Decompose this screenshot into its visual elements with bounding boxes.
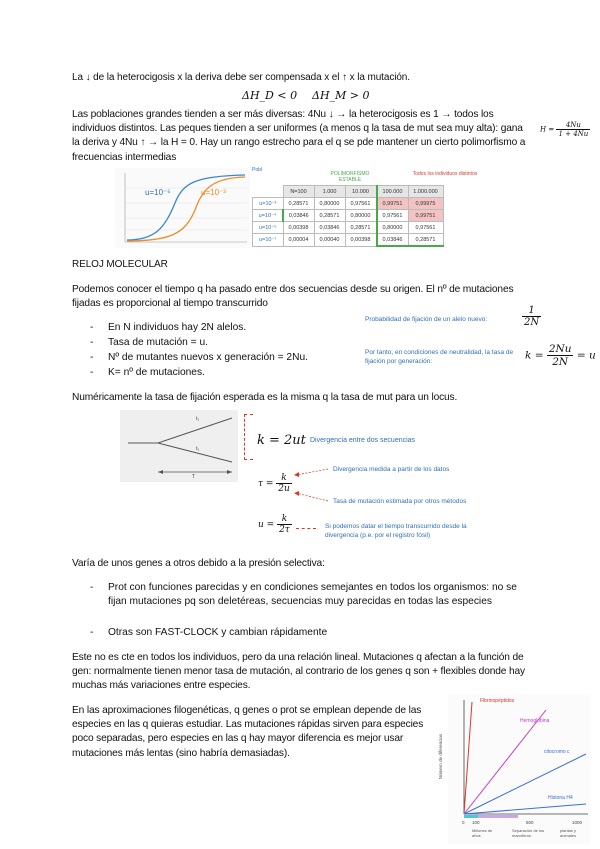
table-cell: 0,28571 bbox=[345, 222, 377, 234]
table-header-row bbox=[253, 186, 444, 198]
label-fibrinopeptides: Fibrinopéptidos bbox=[480, 698, 515, 704]
table-cell: 0,03846 bbox=[283, 210, 314, 222]
label-cytochrome: citocromo c bbox=[544, 749, 570, 755]
y-axis-label: Número de diferencias bbox=[438, 733, 444, 780]
eq-u bbox=[258, 514, 292, 535]
line-hemoglobin bbox=[464, 710, 546, 814]
table-cell: 0,03846 bbox=[377, 234, 409, 247]
x-tick: 0 bbox=[462, 820, 465, 825]
table-cell: 0,03846 bbox=[314, 222, 345, 234]
reloj-heading: RELOJ MOLECULAR bbox=[72, 259, 168, 270]
table-cell: 0,80000 bbox=[345, 210, 377, 222]
intro-line: La ↓ de la heterocigosis x la deriva debe ser compensada x el ↑ x la mutación. bbox=[72, 72, 410, 83]
k-lhs: k = bbox=[525, 349, 544, 362]
eq-k-note: Divergencia entre dos secuencias bbox=[310, 437, 416, 444]
table-cell: 0,00398 bbox=[345, 234, 377, 247]
table-cell: 0,00040 bbox=[314, 234, 345, 247]
list-item-text: Otras son FAST-CLOCK y cambian rápidamente bbox=[108, 627, 328, 638]
table-cell: 0,97561 bbox=[377, 210, 409, 222]
note-time: Si podemos datar el tiempo transcurrido desde la divergencia (p.e. por el registro fósil) bbox=[325, 523, 467, 539]
table-cell: 0,99751 bbox=[408, 210, 443, 222]
k-num: 2Nu bbox=[548, 343, 572, 355]
heterozygosity-curve-plot bbox=[115, 168, 250, 248]
eq-u-num: k bbox=[277, 514, 292, 525]
population-paragraph: Las poblaciones grandes tienden a ser más diversas: 4Nu ↓ → la heterocigosis es 1 → todos los individuos distintos. Las peques tienden a ser uniformes (a menos q la tasa de mut sea muy alta): gana la deriva y 4Nu ↑ → la H = 0. Hay un rango estrecho para el q se pde mantener un cierto polimorfismo a frecuencias intermedias bbox=[72, 109, 526, 163]
red-bracket bbox=[244, 414, 253, 460]
varia-para1: Este no es cte en todos los individuos, pero da una relación lineal. Mutaciones q afectan a la función de gen: normalmente tienen menor tasa de mutación, al contrario de los genes q son + flexibles donde hay muchas más variaciones entre especies. bbox=[72, 652, 525, 692]
clock-rate-figure bbox=[438, 694, 590, 844]
note-prob: Probabilidad de fijación de un alelo nuevo: bbox=[365, 316, 488, 323]
table-cell: 0,99751 bbox=[377, 198, 409, 210]
x-label: plantas y animales bbox=[560, 828, 577, 838]
todos-label: Todos los individuos distintos bbox=[412, 171, 478, 177]
line-fibrinopeptides bbox=[464, 702, 472, 814]
list-item-text: Prot con funciones parecidas y en condiciones semejantes en todos los organismos: no se fijan mutaciones pq son deletéreas, secuencias muy parecidas en todas las especies bbox=[108, 582, 517, 607]
eq-delta-hd: ΔH_D < 0 bbox=[242, 89, 298, 102]
table-cell: 0,97561 bbox=[408, 222, 443, 234]
col-header: 10.000 bbox=[345, 186, 377, 198]
list-item-text: Nº de mutantes nuevos x generación = 2Nu. bbox=[108, 352, 308, 363]
row-label: u=10⁻⁷ bbox=[253, 234, 284, 247]
varia-para2: En las aproximaciones filogenéticas, q genes o prot se emplean depende de las especies en las q quieras estudiar. Las mutaciones rápidas sirven para especies poco separadas, pero especies en las q hay mayor diferencia es mejor usar mutaciones más lentas (sino habría demasiadas). bbox=[72, 705, 424, 759]
list-item-text: En N individuos hay 2N alelos. bbox=[108, 322, 247, 333]
table-cell: 0,80000 bbox=[314, 198, 345, 210]
note-rate: Tasa de mutación estimada por otros métodos bbox=[333, 498, 467, 505]
eq-u-den: 2τ bbox=[279, 525, 290, 535]
col-header: N=100 bbox=[283, 186, 314, 198]
red-dash bbox=[296, 528, 316, 529]
col-header: 100.000 bbox=[377, 186, 409, 198]
x-label: Millones de años bbox=[472, 828, 493, 838]
row-label: u=10⁻⁵ bbox=[253, 222, 284, 234]
prob-den: 2N bbox=[524, 317, 540, 328]
label-histone: Histona H4 bbox=[548, 795, 573, 801]
eq-tau bbox=[258, 473, 292, 494]
list-item-text: K= nº de mutaciones. bbox=[108, 367, 205, 378]
table-cell: 0,99975 bbox=[408, 198, 443, 210]
branch-bottom-label: t₂ bbox=[196, 446, 200, 452]
eq-u-lhs: u = bbox=[258, 520, 275, 530]
side-formula-den: 1 + 4Nu bbox=[558, 130, 589, 138]
eq-tau-den: 2u bbox=[278, 484, 290, 494]
table-cell: 0,00004 bbox=[283, 234, 314, 247]
row-label: u=10⁻⁴ bbox=[253, 210, 284, 222]
branch-top-label: t₁ bbox=[196, 416, 200, 422]
divergence-diagram bbox=[120, 410, 238, 482]
x-tick: 100 bbox=[472, 820, 480, 825]
x-tick: 1000 bbox=[572, 820, 583, 825]
k-den: 2N bbox=[552, 356, 569, 368]
heterozygosity-table bbox=[252, 185, 444, 247]
table-head-note: Pobl bbox=[252, 167, 263, 173]
table-cell: 0,28571 bbox=[314, 210, 345, 222]
col-header: 1.000 bbox=[314, 186, 345, 198]
note-neutral: Por tanto, en condiciones de neutralidad, la tasa de fijación por generación: bbox=[365, 349, 514, 365]
side-formula-num: 4Nu bbox=[556, 121, 590, 130]
prob-num: 1 bbox=[522, 305, 541, 317]
k-rhs: = u bbox=[576, 349, 596, 362]
red-arrows bbox=[290, 463, 330, 508]
table-row bbox=[253, 198, 444, 210]
k-equation bbox=[525, 343, 596, 368]
table-row bbox=[253, 222, 444, 234]
time-label: T bbox=[192, 474, 196, 480]
eq-k-2ut: k = 2ut bbox=[257, 433, 306, 448]
varia-intro: Varía de unos genes a otros debido a la presión selectiva: bbox=[72, 558, 325, 569]
eq-tau-lhs: τ = bbox=[258, 479, 274, 489]
prob-fraction bbox=[522, 305, 541, 328]
table-cell: 0,97561 bbox=[345, 198, 377, 210]
table-cell: 0,80000 bbox=[377, 222, 409, 234]
note-div: Divergencia medida a partir de los datos bbox=[333, 466, 450, 473]
side-formula-h bbox=[540, 121, 590, 138]
curve-label-b: u=10⁻³ bbox=[201, 188, 226, 197]
eq-delta-hm: ΔH_M > 0 bbox=[312, 89, 370, 102]
x-label: Separación de los mamíferos bbox=[512, 828, 545, 838]
table-cell: 0,00398 bbox=[283, 222, 314, 234]
label-hemoglobin: Hemoglobina bbox=[520, 718, 550, 724]
side-formula-lhs: H = bbox=[540, 125, 555, 134]
row-label: u=10⁻³ bbox=[253, 198, 284, 210]
x-tick: 500 bbox=[526, 820, 534, 825]
polymorphic-label: POLIMORFISMO ESTABLE bbox=[330, 171, 370, 183]
table-cell: 0,28571 bbox=[408, 234, 443, 247]
equal-rate-line: Numéricamente la tasa de fijación esperada es la misma q la tasa de mut para un locus. bbox=[72, 392, 458, 403]
reloj-intro: Podemos conocer el tiempo q ha pasado entre dos secuencias desde su origen. El nº de mutaciones fijadas es proporcional al tiempo transcurrido bbox=[72, 284, 514, 310]
col-header: 1.000.000 bbox=[408, 186, 443, 198]
list-item-text: Tasa de mutación = u. bbox=[108, 337, 208, 348]
eq-tau-num: k bbox=[276, 473, 292, 484]
curve-label-a: u=10⁻⁵ bbox=[145, 188, 171, 197]
table-row bbox=[253, 210, 444, 222]
table-cell: 0,28571 bbox=[283, 198, 314, 210]
table-row bbox=[253, 234, 444, 247]
